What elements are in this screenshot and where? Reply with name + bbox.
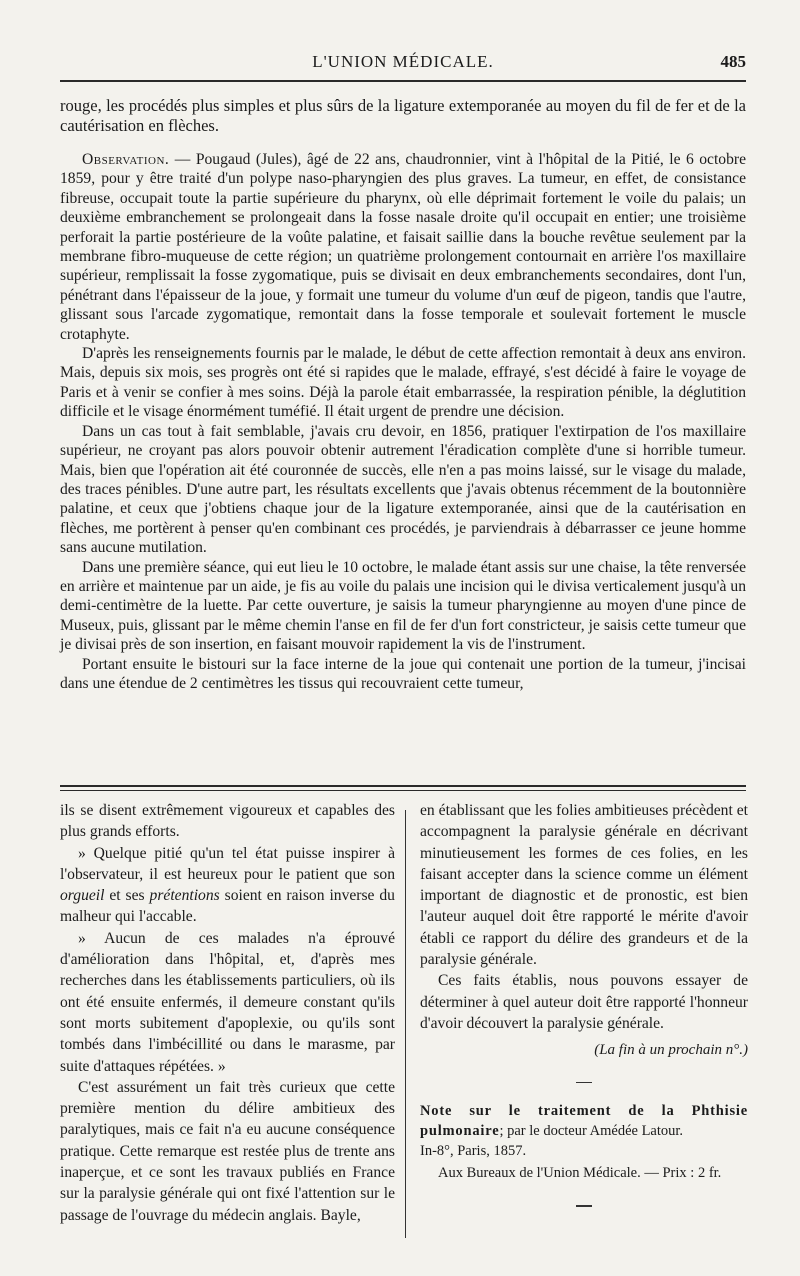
paragraph: Dans une première séance, qui eut lieu le 10 octobre, le malade étant assis sur une chaise, la tête renversée en arrière et maintenue par un aide, je fis au voile du palais une incision qui le divisa verticalement jusqu'à un demi-centimètre de la luette. Par cette ouverture, je saisis la tumeur pharyngienne au moyen d'une pince de Museux, puis, glissant par le même chemin l'anse en fil de fer d'un fort constricteur, je saisis cette tumeur que je divisai près de son insertion, en faisant mouvoir rapidement la vis de l'instrument. [60, 558, 746, 654]
column-divider [405, 810, 406, 1238]
notice-title: Note sur le traitement de la Phthisie pulmonaire [420, 1103, 748, 1140]
column-paragraph: » Aucun de ces malades n'a éprouvé d'amélioration dans l'hôpital, et, d'après mes recherches dans les établissements particuliers, où ils ont été ensuite enfermés, il demeure constant qu'ils sont morts subitement d'apoplexie, ou qu'ils sont tombés dans l'imbécillité ou dans le marasme, par suite d'attaques répétées. » [60, 929, 395, 1075]
paragraph: D'après les renseignements fournis par le malade, le début de cette affection remontait à deux ans environ. Mais, depuis six mois, ses progrès ont été si rapides que le malade, effrayé, s'est décidé à faire le voyage de Paris et à venir se confier à mes soins. Déjà la parole était embarrassée, la respiration pénible, la déglutition difficile et le visage énormément tuméfié. Il était urgent de prendre une décision. [60, 345, 746, 421]
journal-title: L'UNION MÉDICALE. [312, 52, 494, 71]
column-paragraph [60, 843, 395, 928]
column-paragraph: Ces faits établis, nous pouvons essayer de déterminer à quel auteur doit être rapporté l'honneur d'avoir découvert la paralysie générale. [420, 972, 748, 1032]
paragraph: Portant ensuite le bistouri sur la face interne de la joue qui contenait une portion de la tumeur, j'incisai dans une étendue de 2 centimètres les tissus qui recouvraient cette tumeur, [60, 655, 746, 692]
notice-author: ; par le docteur Amédée Latour. [499, 1123, 684, 1140]
paragraph: Dans un cas tout à fait semblable, j'avais cru devoir, en 1856, pratiquer l'extirpation de l'os maxillaire supérieur, ne croyant pas alors pouvoir obtenir autrement l'éradication complète d'une si horrible tumeur. Mais, bien que l'opération ait été couronnée de succès, elle n'en a pas moins laissé, sur le visage du malade, des traces pénibles. D'une autre part, les résultats excellents que j'avais obtenus récemment de la boutonnière palatine, et ceux que j'obtiens chaque jour de la ligature extemporanée, ainsi que de la cautérisation en flèches, me portèrent à penser qu'en combinant ces procédés, je parviendrais à débarrasser ce jeune homme sans aucune mutilation. [60, 422, 746, 557]
column-paragraph: ils se disent extrêmement vigoureux et capables des plus grands efforts. [60, 802, 395, 841]
notice-heading [420, 1101, 748, 1141]
text-run: et ses [104, 887, 150, 905]
section-rule [60, 785, 746, 787]
section-rule-thin [60, 790, 746, 791]
continuation-note: (La fin à un prochain n°.) [594, 1042, 748, 1059]
separator-dash [576, 1205, 592, 1207]
page-number: 485 [720, 52, 746, 71]
observation-paragraph [60, 150, 746, 344]
text-run: soient en raison inverse du malheur qui l'accable. [60, 887, 395, 926]
observation-text: — Pougaud (Jules), âgé de 22 ans, chaudronnier, vint à l'hôpital de la Pitié, le 6 octobre 1859, pour y être traité d'un polype naso-pharyngien des plus graves. La tumeur, en effet, de consistance fibreuse, occupait toute la partie supérieure du pharynx, où elle déprimait fortement le voile du palais; un deuxième embranchement se prolongeait dans la fosse nasale droite qu'il occupait en entier; une troisième perforait la partie postérieure de la voûte palatine, et faisait saillie dans la bouche revêtue seulement par la membrane fibro-muqueuse de cette région; un quatrième prolongement contournait en arrière l'os maxillaire supérieur, remplissait la fosse zygomatique, puis se divisait en deux embranchements secondaires, dont l'un, pénétrant dans l'épaisseur de la joue, y formait une tumeur du volume d'un œuf de pigeon, tandis que l'autre, glissant sous l'arcade zygomatique, remontait dans la fosse temporale et soulevait fortement le muscle crotaphyte. [60, 151, 746, 343]
left-column [60, 800, 395, 1226]
running-head [60, 52, 746, 76]
observation-label: Observation. [82, 151, 170, 168]
right-column [420, 800, 748, 1207]
notice-price: Aux Bureaux de l'Union Médicale. — Prix : 2 fr. [438, 1165, 722, 1182]
separator-dash [576, 1082, 592, 1084]
main-article-text [60, 96, 746, 693]
italic-word: prétentions [149, 887, 220, 905]
italic-word: orgueil [60, 887, 105, 905]
intro-paragraph: rouge, les procédés plus simples et plus sûrs de la ligature extemporanée au moyen du fil de fer et de la cautérisation en flèches. [60, 96, 746, 135]
header-rule [60, 80, 746, 82]
book-notice [420, 1101, 748, 1183]
column-paragraph: C'est assurément un fait très curieux que cette première mention du délire ambitieux des paralytiques, mais ce fait n'a eu aucune conséquence pratique. Cette remarque est restée plus de trente ans inaperçue, et ce sont les travaux publiés en France sur la paralysie générale qui ont fixé l'attention sur le passage de l'ouvrage du médecin anglais. Bayle, [60, 1078, 395, 1224]
notice-format: In-8°, Paris, 1857. [420, 1143, 527, 1160]
column-paragraph: en établissant que les folies ambitieuses précèdent et accompagnent la paralysie générale en décrivant minutieusement les formes de ces folies, en les faisant accepter dans la science comme un élément important de diagnostic et de pronostic, est bien l'auteur auquel doit être rapporté le mérite d'avoir établi ce rapport du délire des grandeurs et de la paralysie générale. [420, 802, 748, 969]
text-run: » Quelque pitié qu'un tel état puisse inspirer à l'observateur, il est heureux pour le patient que son [60, 844, 395, 883]
